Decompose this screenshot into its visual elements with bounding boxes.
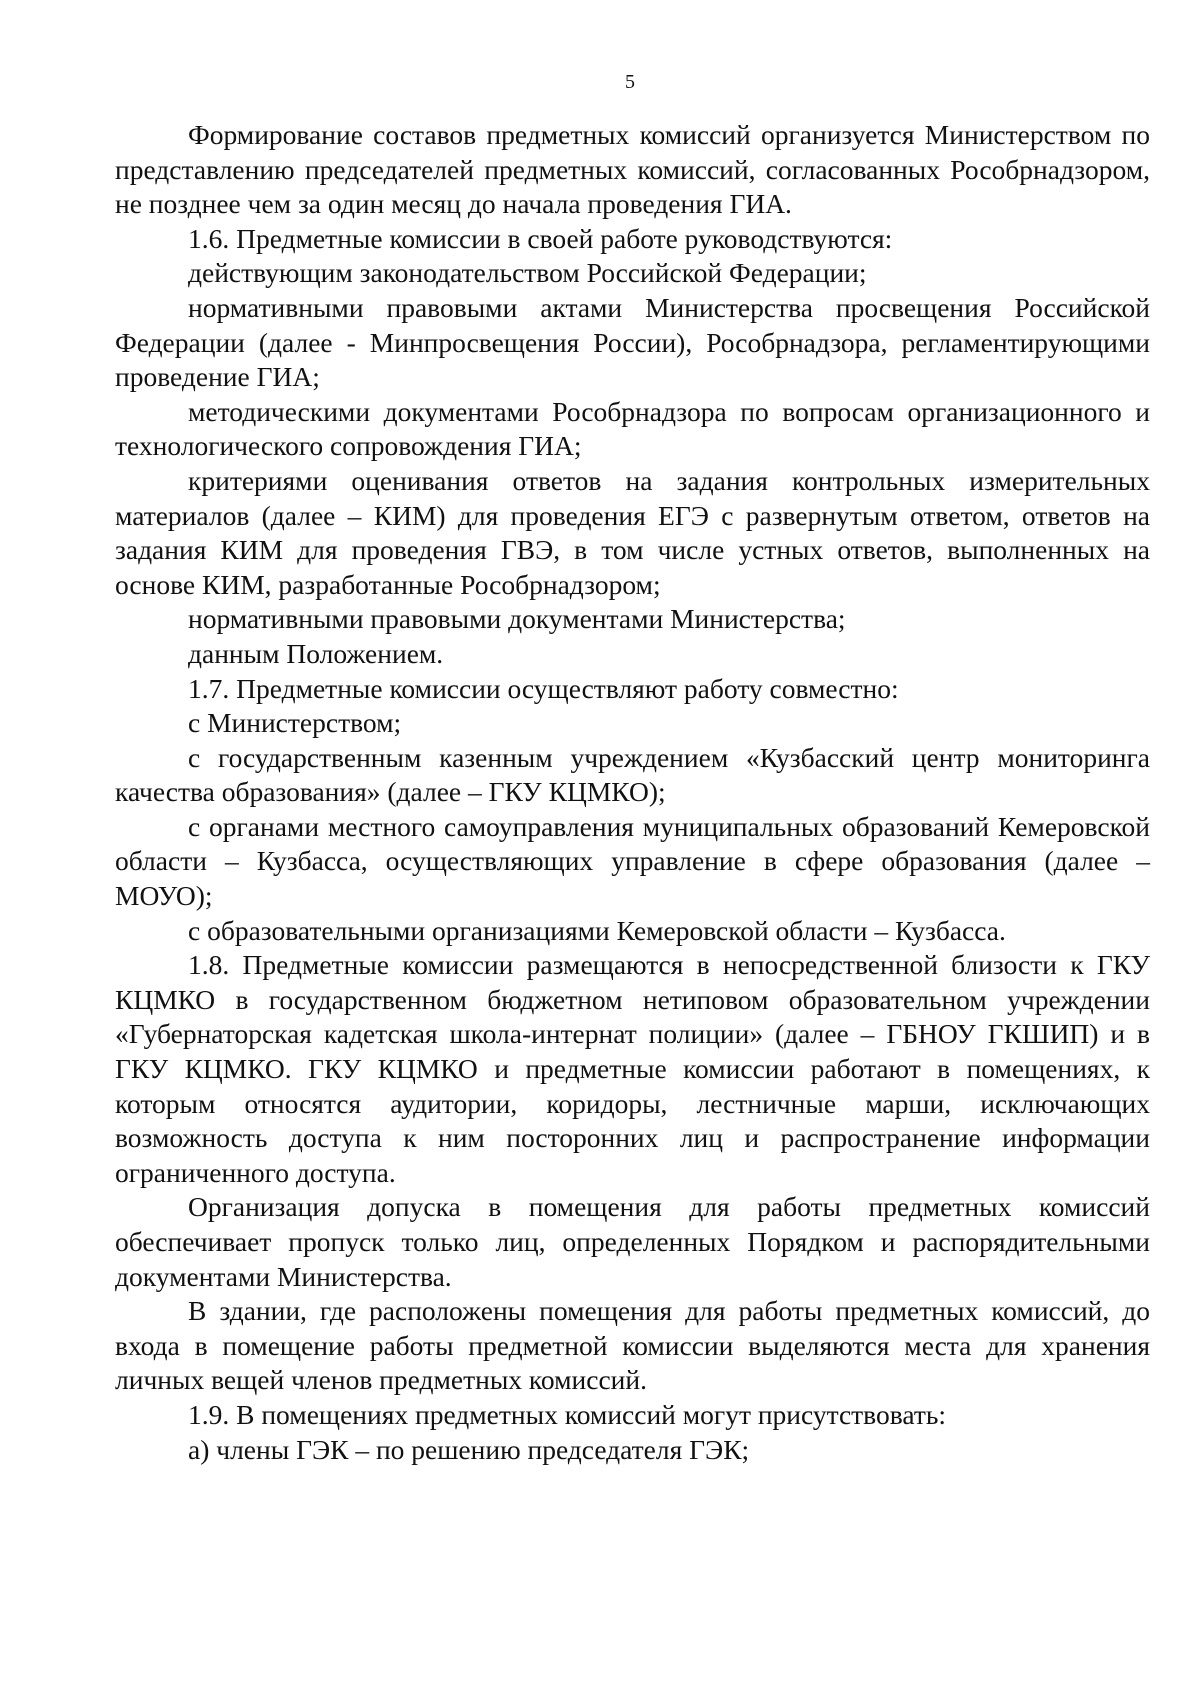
page-number: 5 <box>625 71 635 93</box>
paragraph-access-organization: Организация допуска в помещения для работы предметных комиссий обеспечивает пропуск только лиц, определенных Порядком и распорядительными документами Министерства. <box>115 1191 1150 1292</box>
paragraph-commission-formation: Формирование составов предметных комиссий организуется Министерством по представлению председателей предметных комиссий, согласованных Рособрнадзором, не позднее чем за один месяц до начала проведения ГИА. <box>115 119 1150 220</box>
paragraph-1-7: 1.7. Предметные комиссии осуществляют работу совместно: <box>188 672 899 704</box>
list-item-ministry-documents: нормативными правовыми документами Министерства; <box>188 603 846 635</box>
paragraph-1-6: 1.6. Предметные комиссии в своей работе руководствуются: <box>188 222 893 254</box>
list-item-educational-organizations: с образовательными организациями Кемеровской области – Кузбасса. <box>188 914 1006 946</box>
list-item-gek-members: а) члены ГЭК – по решению председателя ГЭК; <box>188 1433 750 1465</box>
list-item-methodical-documents: методическими документами Рособрнадзора по вопросам организационного и технологического сопровождения ГИА; <box>115 395 1150 462</box>
list-item-legislation: действующим законодательством Российской Федерации; <box>188 257 867 289</box>
paragraph-1-8: 1.8. Предметные комиссии размещаются в непосредственной близости к ГКУ КЦМКО в государственном бюджетном нетиповом образовательном учреждении «Губернаторская кадетская школа-интернат полиции» (далее – ГБНОУ ГКШИП) и в ГКУ КЦМКО. ГКУ КЦМКО и предметные комиссии работают в помещениях, к которым относятся аудитории, коридоры, лестничные марши, исключающих возможность доступа к ним посторонних лиц и распространение информации ограниченного доступа. <box>115 949 1150 1188</box>
list-item-this-regulation: данным Положением. <box>188 637 444 669</box>
list-item-evaluation-criteria: критериями оценивания ответов на задания контрольных измерительных материалов (далее – КИМ) для проведения ЕГЭ с развернутым ответом, ответов на задания КИМ для проведения ГВЭ, в том числе устных ответов, выполненных на основе КИМ, разработанные Рособрнадзором; <box>115 464 1150 600</box>
list-item-ministry: с Министерством; <box>188 707 402 739</box>
list-item-mouo: с органами местного самоуправления муниципальных образований Кемеровской области – Кузбасса, осуществляющих управление в сфере образования (далее – МОУО); <box>115 810 1150 912</box>
list-item-gku-kcmko: с государственным казенным учреждением «Кузбасский центр мониторинга качества образования» (далее – ГКУ КЦМКО); <box>115 741 1150 808</box>
paragraph-1-9: 1.9. В помещениях предметных комиссий могут присутствовать: <box>188 1398 947 1430</box>
document-body <box>115 118 1150 1467</box>
paragraph-personal-belongings: В здании, где расположены помещения для работы предметных комиссий, до входа в помещение работы предметной комиссии выделяются места для хранения личных вещей членов предметных комиссий. <box>115 1295 1150 1396</box>
list-item-ministry-acts: нормативными правовыми актами Министерства просвещения Российской Федерации (далее - Минпросвещения России), Рособрнадзора, регламентирующими проведение ГИА; <box>115 291 1150 393</box>
